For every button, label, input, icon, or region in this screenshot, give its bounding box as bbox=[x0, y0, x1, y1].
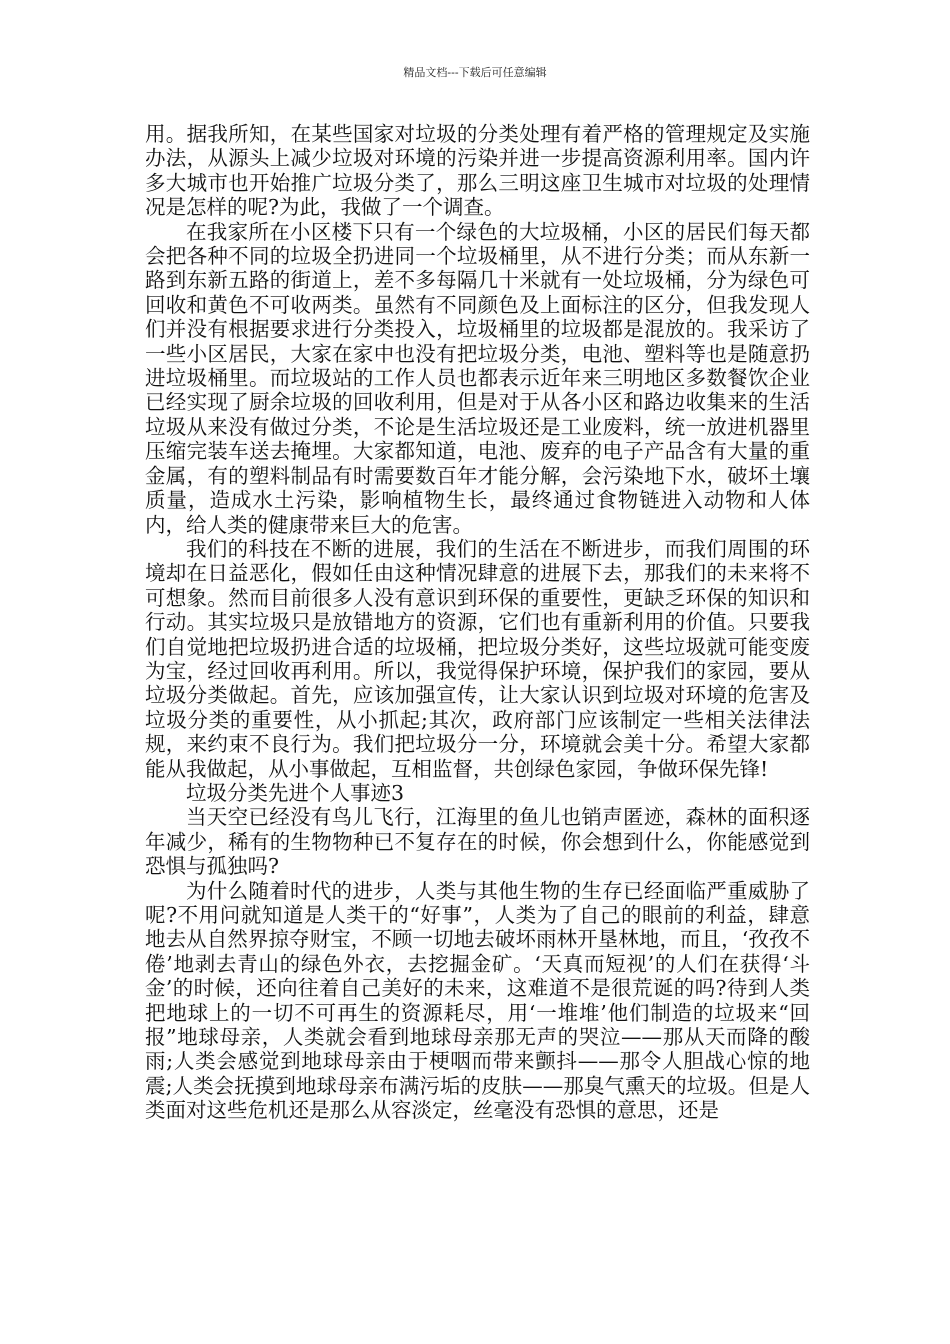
paragraph-1: 用。据我所知，在某些国家对垃圾的分类处理有着严格的管理规定及实施办法，从源头上减少垃圾对环境的污染并进一步提高资源利用率。国内许多大城市也开始推广垃圾分类了，那么三明这座卫生城市对垃圾的处理情况是怎样的呢?为此，我做了一个调查。 bbox=[145, 122, 810, 220]
document-body bbox=[145, 122, 810, 1123]
paragraph-4: 当天空已经没有鸟儿飞行，江海里的鱼儿也销声匿迹，森林的面积逐年减少，稀有的生物物种已不复存在的时候，你会想到什么，你能感觉到恐惧与孤独吗? bbox=[145, 805, 810, 879]
paragraph-3: 我们的科技在不断的进展，我们的生活在不断进步，而我们周围的环境却在日益恶化，假如任由这种情况肆意的进展下去，那我们的未来将不可想象。然而目前很多人没有意识到环保的重要性，更缺乏环保的知识和行动。其实垃圾只是放错地方的资源，它们也有重新利用的价值。只要我们自觉地把垃圾扔进合适的垃圾桶，把垃圾分类好，这些垃圾就可能变废为宝，经过回收再利用。所以，我觉得保护环境，保护我们的家园，要从垃圾分类做起。首先，应该加强宣传，让大家认识到垃圾对环境的危害及垃圾分类的重要性，从小抓起;其次，政府部门应该制定一些相关法律法规，来约束不良行为。我们把垃圾分一分，环境就会美十分。希望大家都能从我做起，从小事做起，互相监督，共创绿色家园，争做环保先锋! bbox=[145, 536, 810, 781]
paragraph-5: 为什么随着时代的进步，人类与其他生物的生存已经面临严重威胁了呢?不用问就知道是人类干的“好事”，人类为了自己的眼前的利益，肆意地去从自然界掠夺财宝，不顾一切地去破坏雨林开垦林地，而且，‘孜孜不倦’地剥去青山的绿色外衣，去挖掘金矿。‘天真而短视’的人们在获得‘斗金’的时候，还向往着自己美好的未来，这难道不是很荒诞的吗?待到人类把地球上的一切不可再生的资源耗尽，用‘一堆堆’他们制造的垃圾来“回报”地球母亲，人类就会看到地球母亲那无声的哭泣——那从天而降的酸雨;人类会感觉到地球母亲由于梗咽而带来颤抖——那令人胆战心惊的地震;人类会抚摸到地球母亲布满污垢的皮肤——那臭气熏天的垃圾。但是人类面对这些危机还是那么从容淡定，丝毫没有恐惧的意思，还是 bbox=[145, 878, 810, 1123]
page-header: 精品文档---下载后可任意编辑 bbox=[403, 66, 547, 79]
paragraph-2: 在我家所在小区楼下只有一个绿色的大垃圾桶，小区的居民们每天都会把各种不同的垃圾全扔进同一个垃圾桶里，从不进行分类；而从东新一路到东新五路的街道上，差不多每隔几十米就有一处垃圾桶，分为绿色可回收和黄色不可收两类。虽然有不同颜色及上面标注的区分，但我发现人们并没有根据要求进行分类投入，垃圾桶里的垃圾都是混放的。我采访了一些小区居民，大家在家中也没有把垃圾分类，电池、塑料等也是随意扔进垃圾桶里。而垃圾站的工作人员也都表示近年来三明地区多数餐饮企业已经实现了厨余垃圾的回收利用，但是对于从各小区和路边收集来的生活垃圾从来没有做过分类，不论是生活垃圾还是工业废料，统一放进机器里压缩完装车送去掩埋。大家都知道，电池、废弃的电子产品含有大量的重金属，有的塑料制品有时需要数百年才能分解，会污染地下水，破坏土壤质量，造成水土污染，影响植物生长，最终通过食物链进入动物和人体内，给人类的健康带来巨大的危害。 bbox=[145, 219, 810, 537]
section-heading: 垃圾分类先进个人事迹3 bbox=[186, 780, 405, 805]
